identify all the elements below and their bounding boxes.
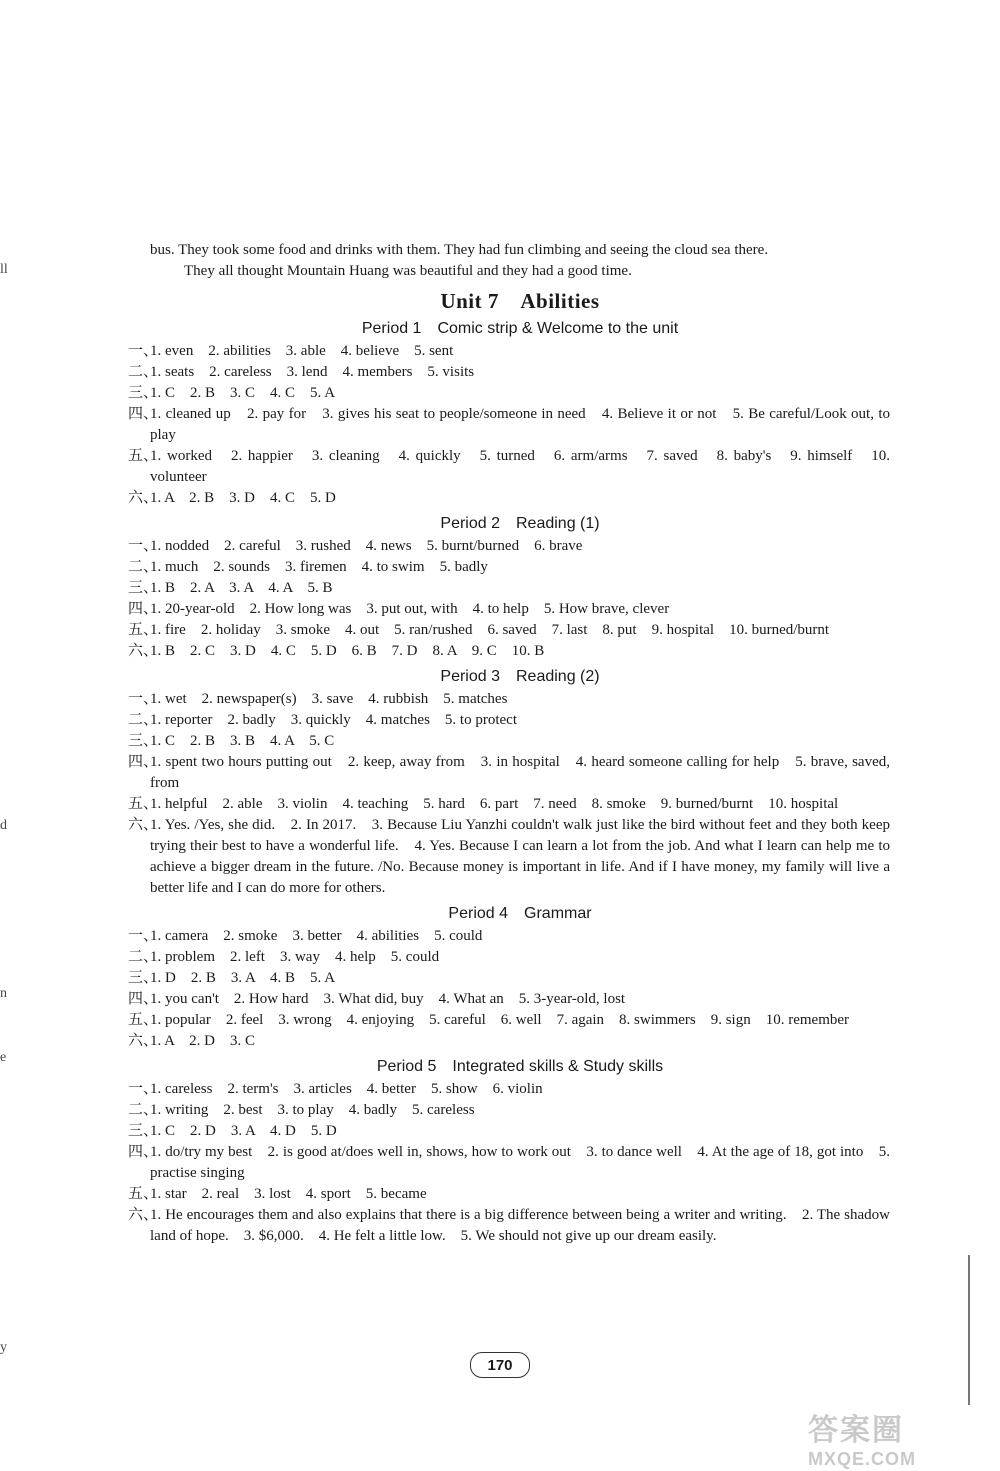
answer-row [128, 689, 890, 710]
section-label: 三、 [128, 1123, 159, 1139]
section-label: 五、 [128, 1186, 159, 1202]
answer-text: 1. seats 2. careless 3. lend 4. members 5. visits [150, 364, 475, 380]
section-label: 四、 [128, 601, 159, 617]
section-label: 二、 [128, 364, 159, 380]
answer-row [128, 536, 890, 557]
answer-text: 1. spent two hours putting out 2. keep, away from 3. in hospital 4. heard someone calling for help 5. brave, saved, from [150, 754, 890, 791]
answer-text: 1. nodded 2. careful 3. rushed 4. news 5. burnt/burned 6. brave [150, 538, 583, 554]
answer-text: 1. writing 2. best 3. to play 4. badly 5. careless [150, 1102, 475, 1118]
period-title: Period 2 Reading (1) [440, 515, 600, 532]
answer-row [128, 1184, 890, 1205]
answer-row [128, 989, 890, 1010]
watermark-domain: MXQE.COM [808, 1449, 917, 1469]
answer-row [128, 362, 890, 383]
answer-text: 1. 20-year-old 2. How long was 3. put out, with 4. to help 5. How brave, clever [150, 601, 670, 617]
answer-row [128, 794, 890, 815]
answer-text: 1. D 2. B 3. A 4. B 5. A [150, 970, 336, 986]
section-label: 二、 [128, 1102, 159, 1118]
edge-letter: e [0, 1050, 7, 1065]
section-label: 五、 [128, 1012, 159, 1028]
answer-text: 1. even 2. abilities 3. able 4. believe 5. sent [150, 343, 454, 359]
answer-row [128, 815, 890, 899]
section-label: 四、 [128, 406, 159, 422]
answer-row [128, 1205, 890, 1247]
answer-text: 1. do/try my best 2. is good at/does well in, shows, how to work out 3. to dance well 4. At the age of 18, got into 5. practise singing [150, 1144, 890, 1181]
answer-text: 1. you can't 2. How hard 3. What did, buy 4. What an 5. 3-year-old, lost [150, 991, 626, 1007]
answer-text: 1. Yes. /Yes, she did. 2. In 2017. 3. Because Liu Yanzhi couldn't walk just like the bird without feet and they both keep trying their best to have a wonderful life. 4. Yes. Because I can learn a lot from the job. And what I learn can help me to achieve a bigger dream in the future. /No. Because money is important in life. And if I have money, my family will live a better life and I can do more for others. [150, 817, 890, 896]
section-label: 三、 [128, 733, 159, 749]
edge-letter: n [0, 986, 7, 1001]
period-title: Period 3 Reading (2) [440, 668, 600, 685]
section-label: 六、 [128, 643, 159, 659]
answer-row [128, 1010, 890, 1031]
section-label: 三、 [128, 970, 159, 986]
answer-text: 1. wet 2. newspaper(s) 3. save 4. rubbish 5. matches [150, 691, 508, 707]
intro-line-2: They all thought Mountain Huang was beautiful and they had a good time. [184, 263, 632, 279]
answer-text: 1. reporter 2. badly 3. quickly 4. matches 5. to protect [150, 712, 517, 728]
answer-row [128, 578, 890, 599]
answer-row [128, 599, 890, 620]
answer-text: 1. C 2. B 3. B 4. A 5. C [150, 733, 335, 749]
answer-row [128, 710, 890, 731]
answer-row [128, 1079, 890, 1100]
section-label: 二、 [128, 949, 159, 965]
answer-text: 1. B 2. C 3. D 4. C 5. D 6. B 7. D 8. A 9. C 10. B [150, 643, 545, 659]
answer-text: 1. C 2. D 3. A 4. D 5. D [150, 1123, 337, 1139]
answer-text: 1. B 2. A 3. A 4. A 5. B [150, 580, 333, 596]
answer-row [128, 947, 890, 968]
answer-text: 1. C 2. B 3. C 4. C 5. A [150, 385, 336, 401]
answer-row [128, 557, 890, 578]
answer-row [128, 926, 890, 947]
answer-text: 1. He encourages them and also explains that there is a big difference between being a writer and writing. 2. The shadow land of hope. 3. $6,000. 4. He felt a little low. 5. We should not give up our dream easily. [150, 1207, 890, 1244]
answer-text: 1. worked 2. happier 3. cleaning 4. quickly 5. turned 6. arm/arms 7. saved 8. baby's 9. himself 10. volunteer [150, 448, 890, 485]
answer-row [128, 731, 890, 752]
period-title: Period 5 Integrated skills & Study skills [376, 1058, 664, 1075]
answer-text: 1. A 2. B 3. D 4. C 5. D [150, 490, 336, 506]
section-label: 四、 [128, 1144, 159, 1160]
right-margin-rule [968, 1255, 970, 1405]
answer-text: 1. fire 2. holiday 3. smoke 4. out 5. ran/rushed 6. saved 7. last 8. put 9. hospital 10. burned/burnt [150, 622, 830, 638]
edge-letter: ll [0, 262, 8, 277]
page-number: 170 [470, 1352, 530, 1378]
section-label: 六、 [128, 1033, 159, 1049]
answer-row [128, 1142, 890, 1184]
section-label: 一、 [128, 691, 159, 707]
section-label: 四、 [128, 991, 159, 1007]
section-label: 三、 [128, 580, 159, 596]
answer-text: 1. much 2. sounds 3. firemen 4. to swim 5. badly [150, 559, 488, 575]
section-label: 一、 [128, 538, 159, 554]
edge-letter: y [0, 1340, 7, 1355]
page-content [128, 240, 890, 1247]
answer-row [128, 488, 890, 509]
answer-row [128, 446, 890, 488]
period-title: Period 1 Comic strip & Welcome to the unit [361, 320, 679, 337]
answer-text: 1. camera 2. smoke 3. better 4. abilities 5. could [150, 928, 483, 944]
answer-text: 1. careless 2. term's 3. articles 4. better 5. show 6. violin [150, 1081, 543, 1097]
answer-row [128, 1100, 890, 1121]
edge-letter: d [0, 818, 7, 833]
section-label: 五、 [128, 448, 159, 464]
section-label: 二、 [128, 559, 159, 575]
answer-row [128, 341, 890, 362]
answer-text: 1. cleaned up 2. pay for 3. gives his seat to people/someone in need 4. Believe it or not 5. Be careful/Look out, to play [150, 406, 890, 443]
periods-container [128, 318, 890, 1247]
period-title: Period 4 Grammar [448, 905, 592, 922]
answer-row [128, 968, 890, 989]
answer-row [128, 641, 890, 662]
section-label: 二、 [128, 712, 159, 728]
answer-text: 1. A 2. D 3. C [150, 1033, 256, 1049]
section-label: 四、 [128, 754, 159, 770]
watermark-logo-text: 答案圈 [808, 1414, 904, 1447]
section-label: 六、 [128, 817, 159, 833]
unit-title: Unit 7 Abilities [440, 289, 600, 313]
section-label: 五、 [128, 796, 159, 812]
watermark-logo [808, 1405, 988, 1467]
section-label: 一、 [128, 928, 159, 944]
answer-text: 1. star 2. real 3. lost 4. sport 5. became [150, 1186, 427, 1202]
answer-row [128, 752, 890, 794]
intro-line-1: bus. They took some food and drinks with them. They had fun climbing and seeing the cloud sea there. [150, 242, 769, 258]
section-label: 五、 [128, 622, 159, 638]
section-label: 六、 [128, 1207, 159, 1223]
answer-row [128, 1031, 890, 1052]
answer-row [128, 620, 890, 641]
answer-text: 1. helpful 2. able 3. violin 4. teaching 5. hard 6. part 7. need 8. smoke 9. burned/burnt 10. hospital [150, 796, 839, 812]
answer-row [128, 1121, 890, 1142]
section-label: 一、 [128, 1081, 159, 1097]
answer-text: 1. problem 2. left 3. way 4. help 5. could [150, 949, 440, 965]
answer-text: 1. popular 2. feel 3. wrong 4. enjoying 5. careful 6. well 7. again 8. swimmers 9. sign 10. remember [150, 1012, 850, 1028]
answer-row [128, 383, 890, 404]
section-label: 六、 [128, 490, 159, 506]
answer-row [128, 404, 890, 446]
section-label: 一、 [128, 343, 159, 359]
section-label: 三、 [128, 385, 159, 401]
